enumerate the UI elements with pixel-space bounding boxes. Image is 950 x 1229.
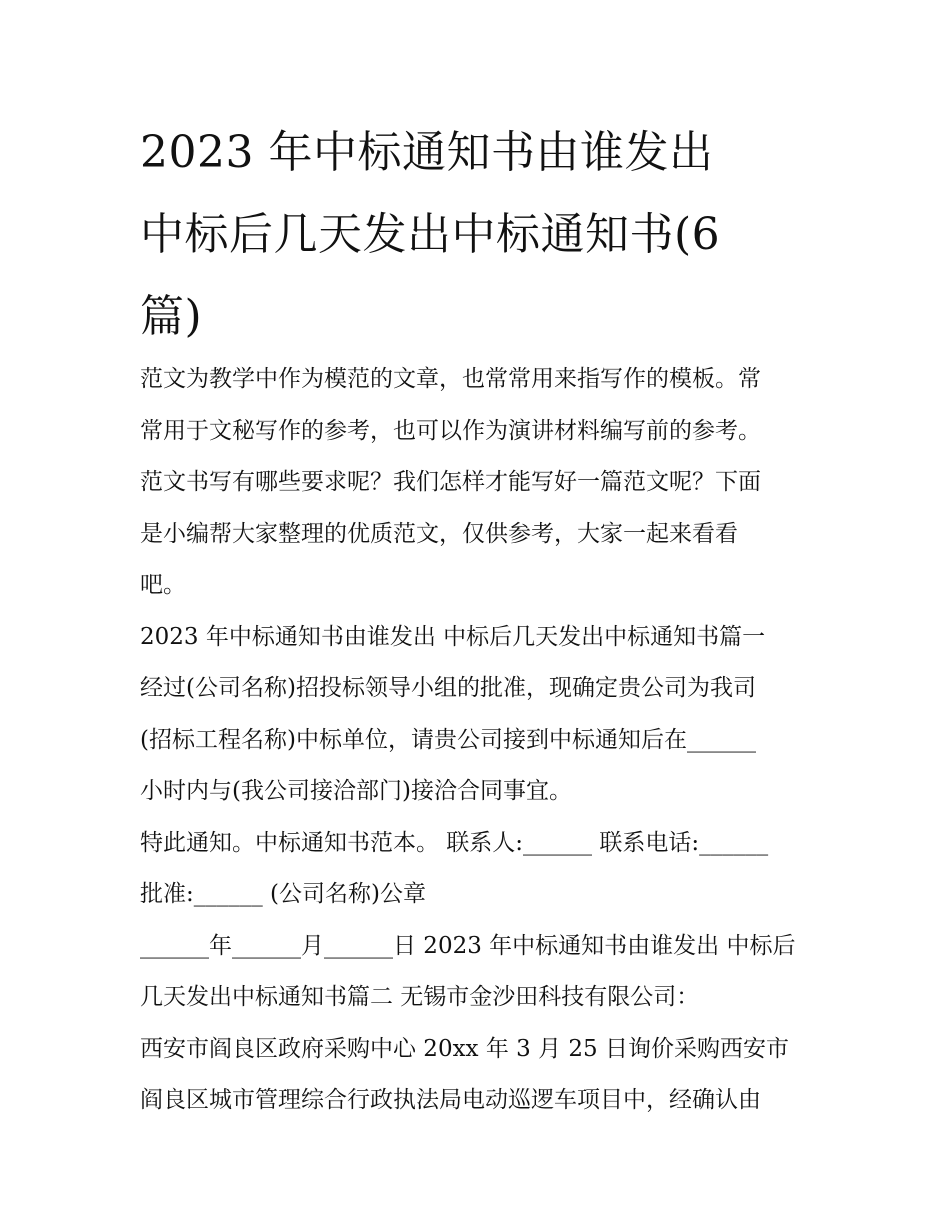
body-line: ______年______月______日 2023 年中标通知书由谁发出 中标后 xyxy=(140,932,796,959)
document-body xyxy=(140,354,820,1127)
body-line: 小时内与(我公司接洽部门)接洽合同事宜。 xyxy=(140,778,572,804)
body-line: 是小编帮大家整理的优质范文，仅供参考，大家一起来看看 xyxy=(140,520,738,547)
body-line: 特此通知。中标通知书范本。 联系人:______ 联系电话:______ xyxy=(140,829,769,856)
body-line: 经过(公司名称)招投标领导小组的批准，现确定贵公司为我司 xyxy=(140,675,756,701)
body-line: 吧。 xyxy=(140,572,186,598)
body-line: 范文书写有哪些要求呢？我们怎样才能写好一篇范文呢？下面 xyxy=(140,469,761,495)
body-line: (招标工程名称)中标单位，请贵公司接到中标通知后在______ xyxy=(140,726,756,753)
body-line: 几天发出中标通知书篇二 无锡市金沙田科技有限公司： xyxy=(140,984,700,1010)
body-line: 常用于文秘写作的参考，也可以作为演讲材料编写前的参考。 xyxy=(140,417,761,444)
body-line: 阎良区城市管理综合行政执法局电动巡逻车项目中，经确认由 xyxy=(140,1087,761,1113)
title-line-1: 2023 年中标通知书由谁发出 xyxy=(140,127,714,178)
body-line: 批准:______ (公司名称)公章 xyxy=(140,881,427,907)
body-line: 2023 年中标通知书由谁发出 中标后几天发出中标通知书篇一 xyxy=(140,623,766,650)
title-line-3: 篇) xyxy=(140,291,203,342)
body-line: 范文为教学中作为模范的文章，也常常用来指写作的模板。常 xyxy=(140,366,761,392)
document-title xyxy=(140,112,820,358)
title-line-2: 中标后几天发出中标通知书(6 xyxy=(140,209,721,260)
body-line: 西安市阎良区政府采购中心 20xx 年 3 月 25 日询价采购西安市 xyxy=(140,1035,789,1062)
